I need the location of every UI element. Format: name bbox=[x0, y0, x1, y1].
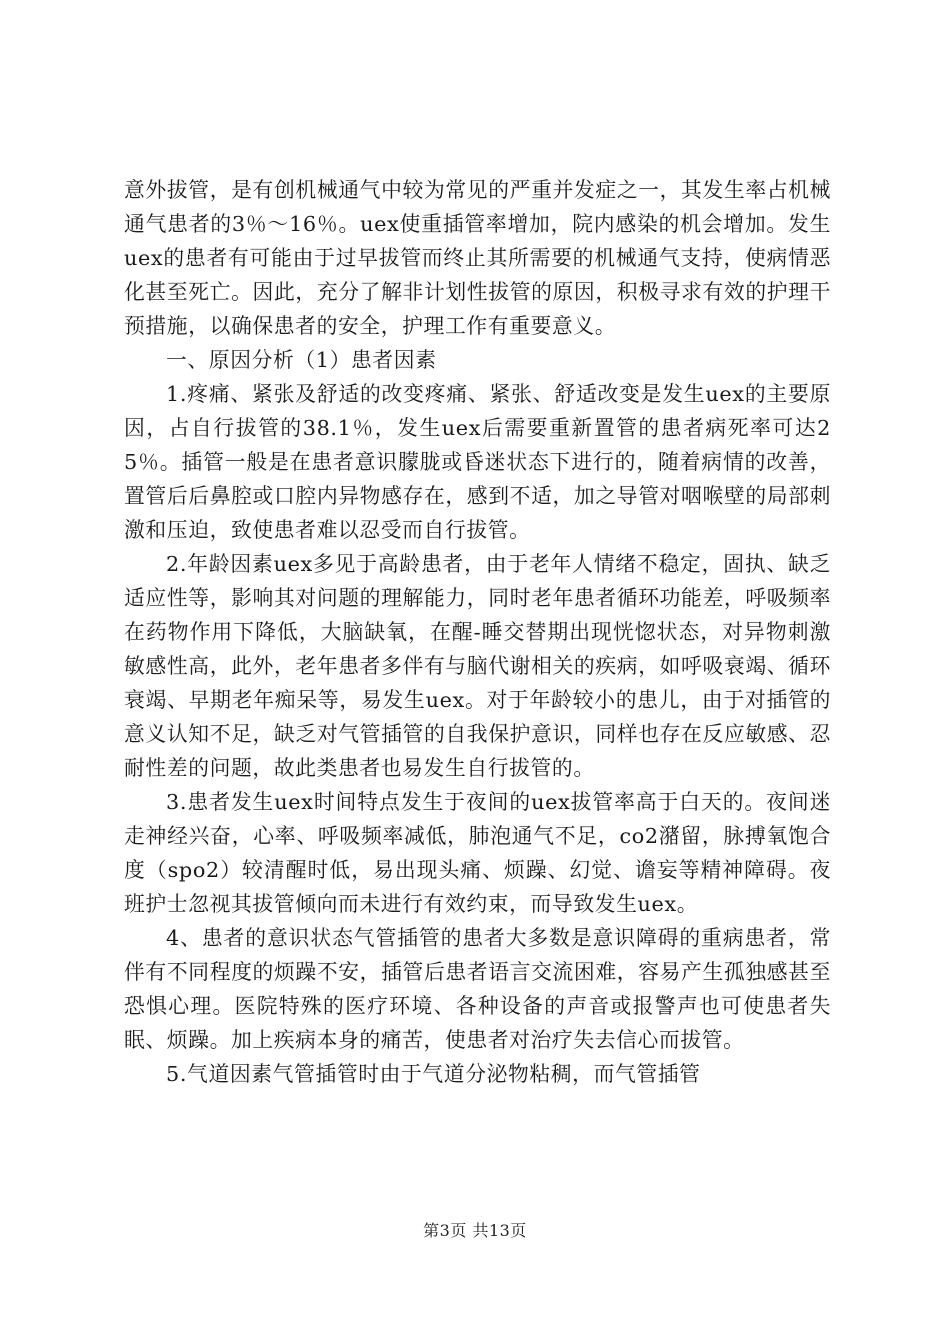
paragraph-intro: 意外拔管，是有创机械通气中较为常见的严重并发症之一，其发生率占机械通气患者的3％～16％。uex使重插管率增加，院内感染的机会增加。发生uex的患者有可能由于过早拔管而终止其所需要的机械通气支持，使病情恶化甚至死亡。因此，充分了解非计划性拔管的原因，积极寻求有效的护理干预措施，以确保患者的安全，护理工作有重要意义。 bbox=[124, 178, 831, 338]
paragraph-consciousness-factor: 4、患者的意识状态气管插管的患者大多数是意识障碍的重病患者，常伴有不同程度的烦躁不安，插管后患者语言交流困难，容易产生孤独感甚至恐惧心理。医院特殊的医疗环境、各种设备的声音或报警声也可使患者失眠、烦躁。加上疾病本身的痛苦，使患者对治疗失去信心而拔管。 bbox=[124, 926, 831, 1052]
section-heading: 一、原因分析（1）患者因素 bbox=[166, 348, 437, 372]
page-number-footer: 第3页 共13页 bbox=[423, 1221, 527, 1240]
paragraph-pain-factor: 1.疼痛、紧张及舒适的改变疼痛、紧张、舒适改变是发生uex的主要原因，占自行拔管的38.1％，发生uex后需要重新置管的患者病死率可达25％。插管一般是在患者意识朦胧或昏迷状态下进行的，随着病情的改善，置管后后鼻腔或口腔内异物感存在，感到不适，加之导管对咽喉壁的局部刺激和压迫，致使患者难以忍受而自行拔管。 bbox=[124, 382, 831, 542]
paragraph-age-factor: 2.年龄因素uex多见于高龄患者，由于老年人情绪不稳定，固执、缺乏适应性等，影响其对问题的理解能力，同时老年患者循环功能差，呼吸频率在药物作用下降低，大脑缺氧，在醒-睡交替期出现恍惚状态，对异物刺激敏感性高，此外，老年患者多伴有与脑代谢相关的疾病，如呼吸衰竭、循环衰竭、早期老年痴呆等，易发生uex。对于年龄较小的患儿，由于对插管的意义认知不足，缺乏对气管插管的自我保护意识，同样也存在反应敏感、忍耐性差的问题，故此类患者也易发生自行拔管的。 bbox=[124, 552, 831, 780]
paragraph-airway-factor: 5.气道因素气管插管时由于气道分泌物粘稠，而气管插管 bbox=[166, 1062, 701, 1086]
paragraph-time-factor: 3.患者发生uex时间特点发生于夜间的uex拔管率高于白天的。夜间迷走神经兴奋，心率、呼吸频率减低，肺泡通气不足，co2潴留，脉搏氧饱合度（spo2）较清醒时低，易出现头痛、烦躁、幻觉、谵妄等精神障碍。夜班护士忽视其拔管倾向而未进行有效约束，而导致发生uex。 bbox=[124, 790, 831, 916]
document-body bbox=[124, 173, 831, 1091]
